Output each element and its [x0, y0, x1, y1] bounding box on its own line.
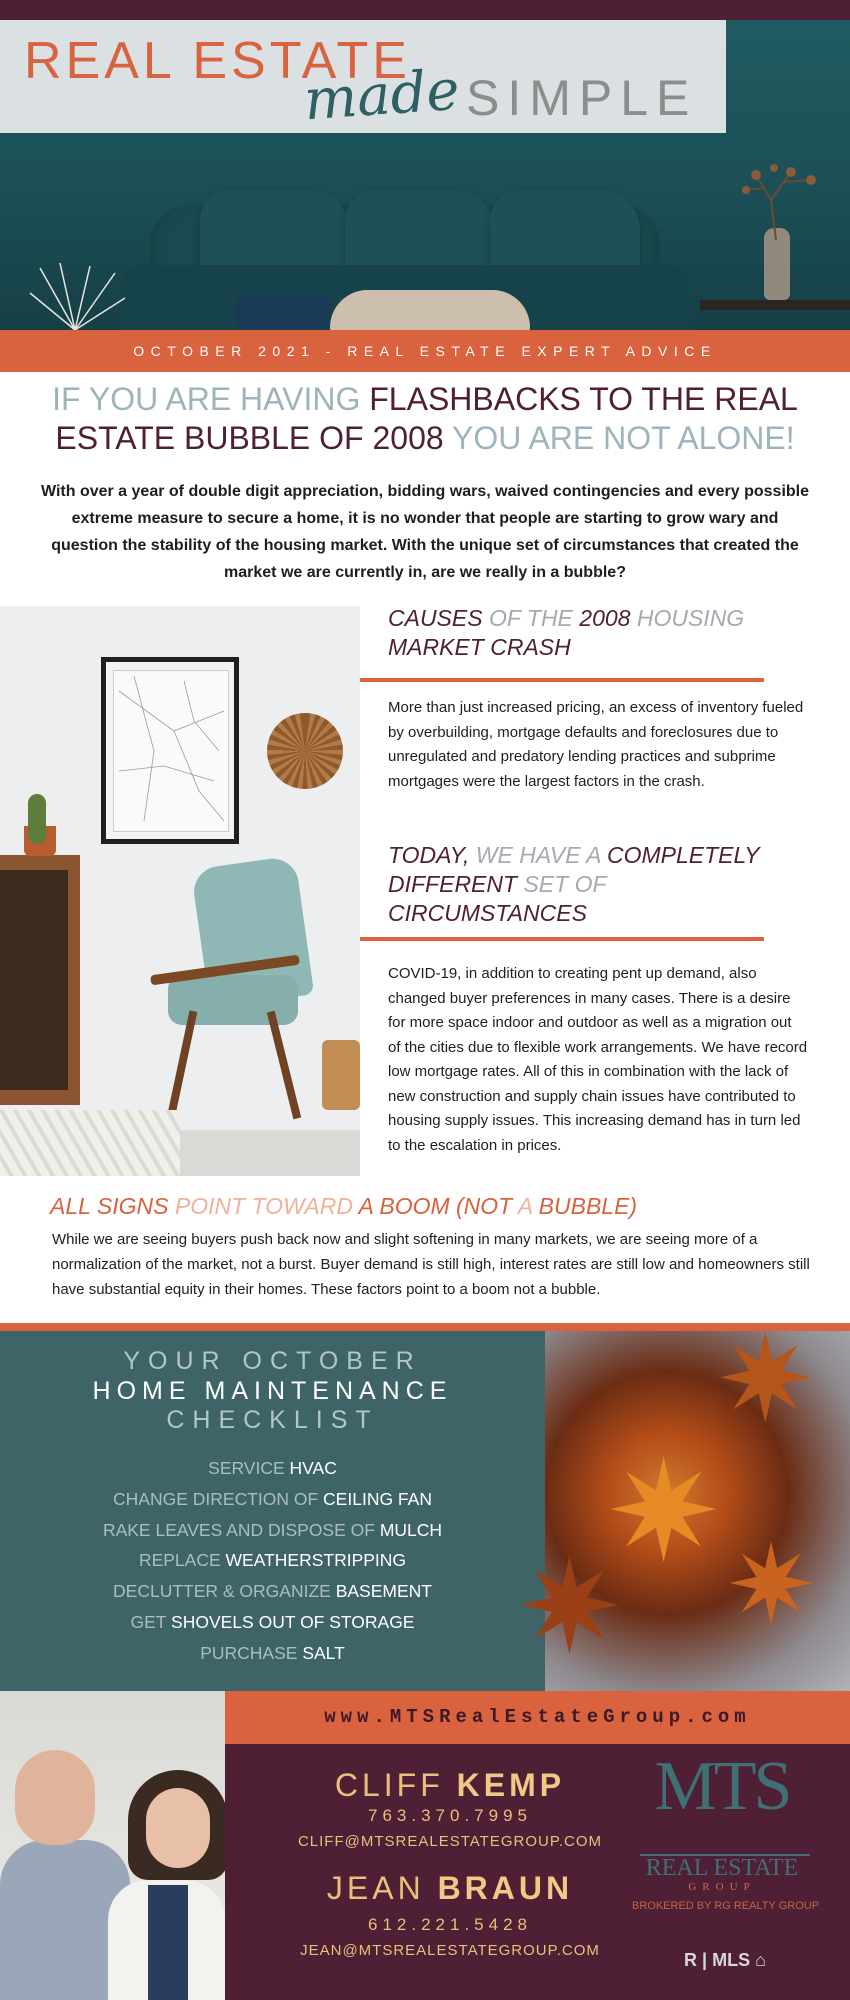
agent2-phone[interactable]: 612.221.5428 — [368, 1915, 532, 1934]
wall-decor-image — [267, 713, 343, 789]
checklist-item — [0, 1515, 545, 1546]
checklist-item — [0, 1576, 545, 1607]
causes-paragraph: More than just increased pricing, an excess of inventory fueled by overbuilding, mortgage defaults and foreclosures due to unregulated and predatory lending practices and subprime mortgages were the largest factors in the crash. — [388, 699, 804, 790]
headline — [30, 380, 820, 458]
rug-image — [0, 1110, 180, 1176]
circumstances-word: CIRCUMSTANCES — [388, 900, 587, 926]
item-prefix: PURCHASE — [200, 1642, 303, 1663]
item-keyword: CEILING FAN — [323, 1488, 432, 1509]
title-real-estate: REAL ESTATE — [24, 32, 411, 90]
checklist-items — [0, 1453, 545, 1669]
item-prefix: DECLUTTER & ORGANIZE — [113, 1581, 336, 1602]
bookshelf-inner — [0, 870, 68, 1090]
checklist-title-bottom: CHECKLIST — [166, 1406, 379, 1434]
section-divider — [360, 678, 764, 682]
agent1-last-name: KEMP — [456, 1767, 566, 1803]
item-keyword: SHOVELS OUT OF STORAGE — [171, 1611, 415, 1632]
year-word: 2008 — [579, 605, 631, 631]
item-prefix: REPLACE — [138, 1550, 226, 1571]
agent2-first-name: JEAN — [326, 1870, 438, 1906]
all-signs-words: ALL SIGNS — [50, 1193, 175, 1219]
pillow-image — [235, 295, 330, 330]
title-simple: SIMPLE — [466, 70, 698, 126]
maple-leaf-image: ✷ — [605, 1431, 723, 1594]
checklist-item — [0, 1638, 545, 1669]
logo-group: GROUP — [688, 1881, 756, 1893]
agent-woman-shirt — [148, 1885, 188, 2000]
checklist-title-mid: HOME MAINTENANCE — [92, 1377, 453, 1405]
checklist-item — [0, 1453, 545, 1484]
agent2-email[interactable]: JEAN@MTSREALESTATEGROUP.COM — [300, 1942, 600, 1959]
agent1-email[interactable]: CLIFF@MTSREALESTATEGROUP.COM — [297, 1833, 603, 1850]
item-prefix: GET — [130, 1611, 172, 1632]
logo-brokered-by: BROKERED BY RG REALTY GROUP — [632, 1900, 820, 1912]
blanket-image — [330, 290, 530, 335]
item-prefix: CHANGE DIRECTION OF — [113, 1488, 324, 1509]
causes-word: CAUSES — [388, 605, 483, 631]
market-crash-words: MARKET CRASH — [388, 634, 571, 660]
maple-leaf-image: ✷ — [725, 1521, 818, 1649]
agent-woman-head — [146, 1788, 210, 1868]
date-line: OCTOBER 2021 - REAL ESTATE EXPERT ADVICE — [133, 343, 717, 359]
title-made-script: made — [301, 57, 462, 134]
a-boom-words: A BOOM (NOT — [352, 1193, 518, 1219]
headline-part1: IF YOU ARE HAVING — [52, 381, 370, 417]
agent2-name — [265, 1869, 635, 1907]
section-today-heading — [388, 841, 818, 928]
wood-stool-image — [322, 1040, 360, 1110]
website-link[interactable]: www.MTSRealEstateGroup.com — [324, 1706, 751, 1728]
checklist-item — [0, 1607, 545, 1638]
agent-man-head — [15, 1750, 95, 1845]
item-keyword: MULCH — [379, 1519, 443, 1540]
item-keyword: SALT — [302, 1642, 345, 1663]
a-word: A — [517, 1193, 533, 1219]
item-prefix: RAKE LEAVES AND DISPOSE OF — [102, 1519, 380, 1540]
agent1-first-name: CLIFF — [334, 1767, 457, 1803]
dried-grass-image — [20, 258, 130, 330]
top-strip — [0, 0, 850, 20]
mls-equal-housing-icon: R | MLS ⌂ — [684, 1950, 766, 1970]
item-prefix: SERVICE — [208, 1458, 290, 1478]
agent1-phone[interactable]: 763.370.7995 — [368, 1806, 532, 1825]
mts-logo: MTS — [654, 1748, 790, 1825]
logo-real-estate: REAL ESTATE — [645, 1855, 799, 1881]
housing-word: HOUSING — [630, 605, 745, 631]
checklist-item — [0, 1545, 545, 1576]
item-keyword: WEATHERSTRIPPING — [225, 1550, 407, 1571]
section-boom-heading — [50, 1192, 840, 1221]
completely-word: COMPLETELY — [607, 842, 760, 868]
we-have-a-words: WE HAVE A — [469, 842, 607, 868]
cactus-image — [28, 794, 46, 844]
of-the-words: OF THE — [482, 605, 580, 631]
different-word: DIFFERENT — [388, 871, 518, 897]
checklist-item — [0, 1484, 545, 1515]
point-toward-words: POINT TOWARD — [174, 1193, 353, 1219]
boom-paragraph: While we are seeing buyers push back now and slight softening in many markets, we are seeing more of a normalization of the market, not a burst. Buyer demand is still high, interest rates are still low and homeowners still have substantial equity in their homes. These factors point to a boom not a bubble. — [52, 1231, 810, 1298]
section-divider — [360, 937, 764, 941]
item-keyword: HVAC — [289, 1458, 337, 1478]
dried-branch-image — [716, 160, 836, 240]
checklist-title-top: YOUR OCTOBER — [123, 1347, 422, 1375]
autumn-leaves-photo — [515, 1311, 850, 1691]
today-paragraph: COVID-19, in addition to creating pent up demand, also changed buyer preferences in many cases. There is a desire for more space indoor and outdoor as well as a migration out of the cities due to flexible work arrangements. We have record low mortgage rates. All of this in combination with the lack of new construction and supply chain issues have contributed to housing supply issues. This increasing demand has in turn led to the escalation in prices. — [388, 965, 808, 1154]
item-keyword: BASEMENT — [335, 1581, 432, 1602]
headline-part2: FLASHBACKS TO THE REAL ESTATE BUBBLE OF 2008 — [55, 381, 798, 456]
side-table-image — [700, 300, 850, 310]
headline-part3: YOU ARE NOT ALONE! — [443, 420, 795, 456]
agent1-name — [265, 1766, 635, 1804]
intro-paragraph: With over a year of double digit appreciation, bidding wars, waived contingencies and every possible extreme measure to secure a home, it is no wonder that people are starting to grow wary and question the stability of the housing market. With the unique set of circumstances that created the market we are currently in, are we really in a bubble? — [40, 483, 810, 581]
maple-leaf-image: ✷ — [515, 1531, 624, 1683]
maple-leaf-image: ✷ — [715, 1311, 816, 1450]
today-word: TODAY, — [388, 842, 470, 868]
map-art-image — [113, 670, 229, 832]
set-of-words: SET OF — [517, 871, 607, 897]
agent2-last-name: BRAUN — [437, 1870, 574, 1906]
section-causes-heading — [388, 604, 808, 662]
bubble-word: BUBBLE) — [532, 1193, 638, 1219]
